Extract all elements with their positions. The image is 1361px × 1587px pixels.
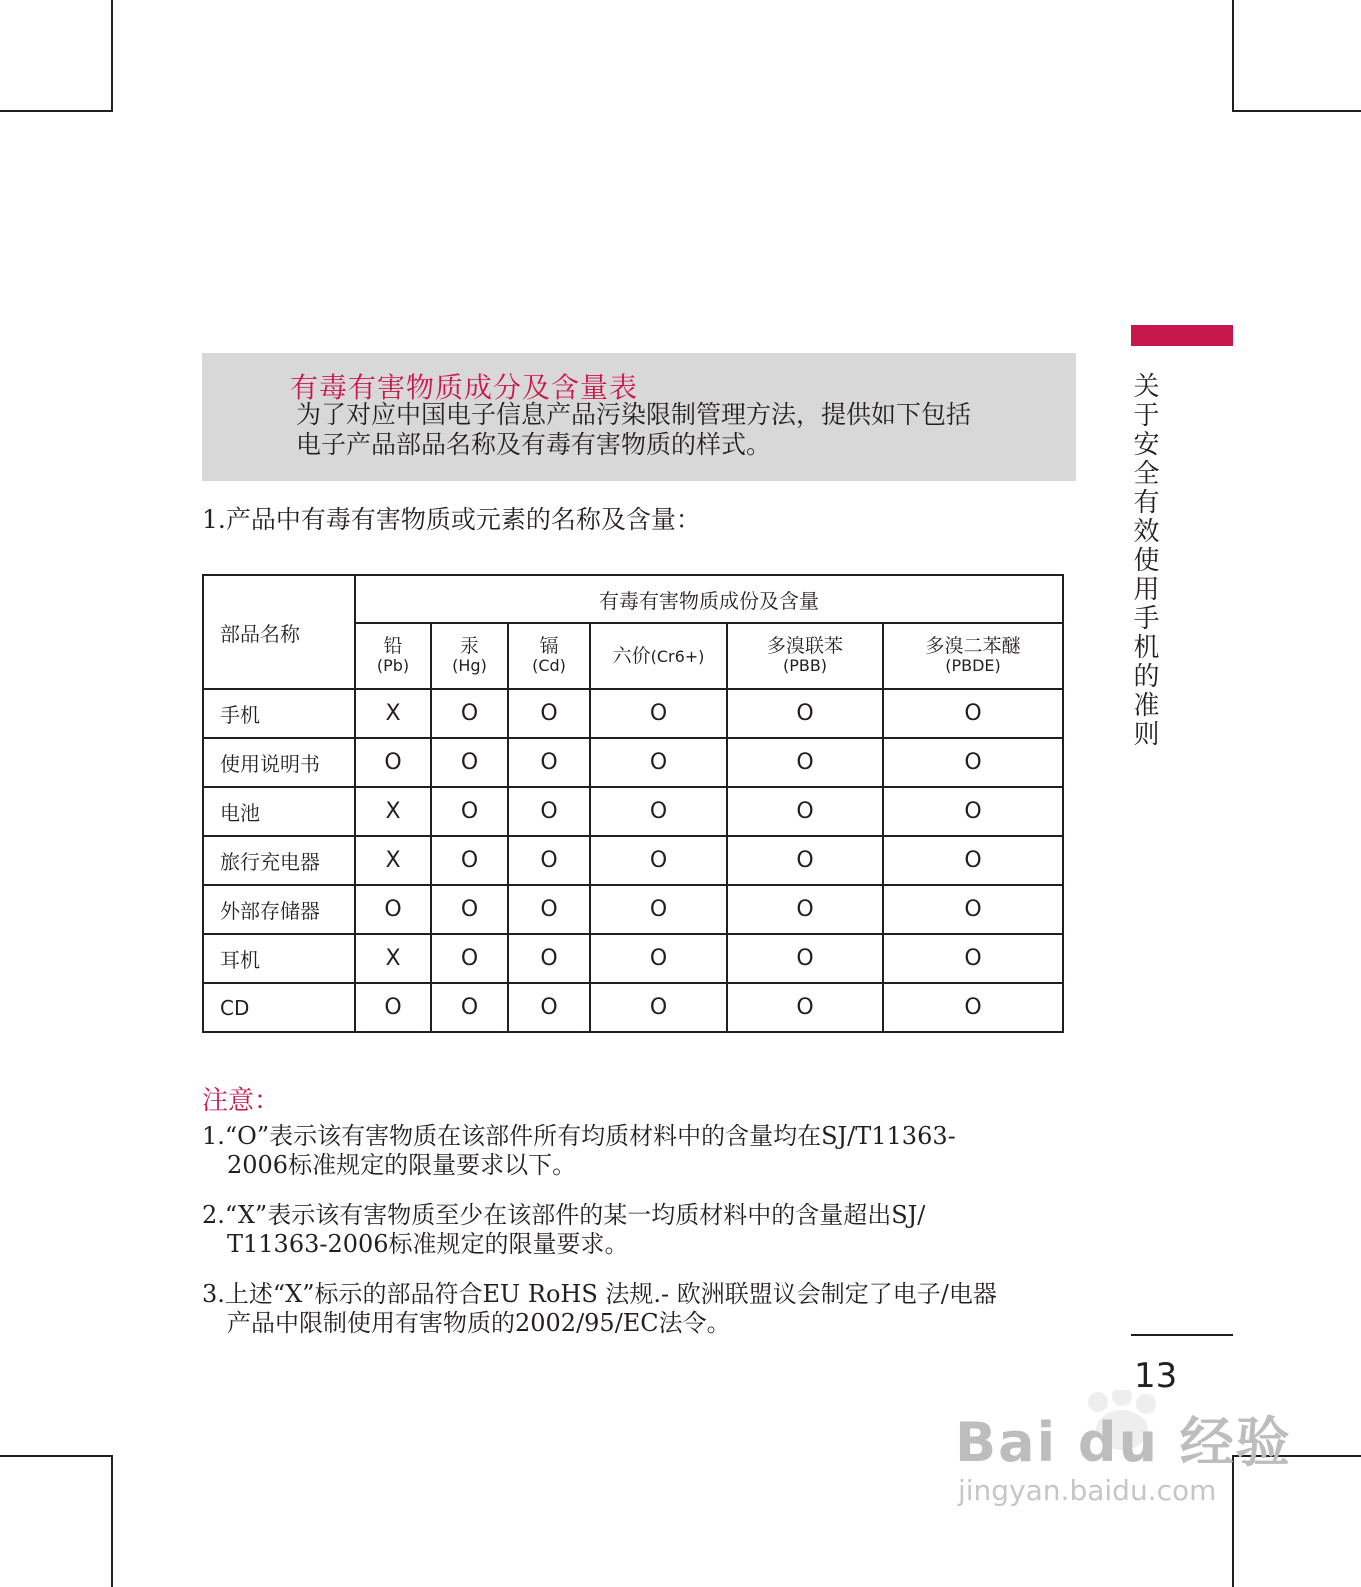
table-row (203, 836, 1063, 885)
mark-cell: O (883, 885, 1063, 934)
mark-cell: O (431, 885, 508, 934)
note-line: 1.“O”表示该有害物质在该部件所有均质材料中的含量均在SJ/T11363- (202, 1122, 956, 1150)
substance-symbol: (Cr6+) (650, 646, 705, 666)
substance-header-cadmium (508, 623, 590, 689)
mark-cell: O (355, 885, 431, 934)
note-item (202, 1201, 1082, 1259)
page-number: 13 (1134, 1356, 1178, 1396)
mark-cell: O (355, 738, 431, 787)
mark-cell: O (508, 983, 590, 1032)
watermark-url: jingyan.baidu.com (958, 1474, 1217, 1507)
mark-cell: O (508, 738, 590, 787)
mark-cell: O (508, 836, 590, 885)
note-item (202, 1122, 1082, 1180)
mark-cell: O (727, 885, 883, 934)
mark-cell: O (590, 738, 727, 787)
part-name-header: 部品名称 (203, 575, 355, 689)
crop-mark (1232, 0, 1234, 112)
mark-cell: O (508, 787, 590, 836)
mark-cell: X (355, 689, 431, 738)
mark-cell: X (355, 836, 431, 885)
mark-cell: O (355, 983, 431, 1032)
crop-mark (111, 1455, 113, 1587)
substance-header-mercury (431, 623, 508, 689)
substance-symbol: (PBDE) (945, 656, 1001, 675)
crop-mark (0, 1455, 112, 1457)
mark-cell: O (883, 689, 1063, 738)
section-heading: 1.产品中有毒有害物质或元素的名称及含量： (202, 505, 701, 534)
mark-cell: O (727, 787, 883, 836)
mark-cell: O (508, 885, 590, 934)
note-line: 产品中限制使用有害物质的2002/95/EC法令。 (227, 1309, 731, 1337)
mark-cell: O (431, 983, 508, 1032)
mark-cell: O (590, 836, 727, 885)
crop-mark (1232, 110, 1361, 112)
table-row (203, 689, 1063, 738)
substance-header-pbb (727, 623, 883, 689)
mark-cell: O (431, 836, 508, 885)
crop-mark (0, 110, 112, 112)
crop-mark (111, 0, 113, 112)
substance-symbol: (PBB) (782, 656, 828, 675)
mark-cell: O (431, 689, 508, 738)
intro-text-line: 为了对应中国电子信息产品污染限制管理方法，提供如下包括 (296, 400, 972, 429)
substance-table (202, 574, 1064, 1033)
mark-cell: O (727, 836, 883, 885)
part-name-cell: 使用说明书 (203, 738, 355, 787)
mark-cell: O (727, 689, 883, 738)
part-name-cell: CD (203, 983, 355, 1032)
mark-cell: O (727, 738, 883, 787)
note-line: 2006标准规定的限量要求以下。 (227, 1151, 577, 1179)
mark-cell: O (590, 885, 727, 934)
substance-symbol: (Pb) (376, 656, 410, 675)
substance-name: 多溴联苯 (766, 635, 843, 657)
table-row (203, 983, 1063, 1032)
mark-cell: O (883, 934, 1063, 983)
note-line: 3.上述“X”标示的部品符合EU RoHS 法规.- 欧洲联盟议会制定了电子/电器 (202, 1280, 997, 1308)
mark-cell: O (508, 934, 590, 983)
part-name-cell: 电池 (203, 787, 355, 836)
mark-cell: O (590, 934, 727, 983)
substance-name: 铅 (383, 635, 403, 657)
substance-name: 镉 (539, 635, 559, 657)
mark-cell: O (508, 689, 590, 738)
intro-text (296, 400, 1036, 460)
sidebar-accent-bar (1131, 325, 1233, 346)
intro-title: 有毒有害物质成分及含量表 (290, 371, 639, 404)
substance-header-pbde (883, 623, 1063, 689)
mark-cell: X (355, 934, 431, 983)
substance-header-lead (355, 623, 431, 689)
footer-rule (1131, 1334, 1233, 1336)
mark-cell: O (431, 738, 508, 787)
mark-cell: O (590, 787, 727, 836)
note-line: T11363-2006标准规定的限量要求。 (227, 1230, 629, 1258)
substance-name: 多溴二苯醚 (925, 635, 1021, 657)
mark-cell: O (431, 934, 508, 983)
substance-header-chromium (590, 623, 727, 689)
note-line: 2.“X”表示该有害物质至少在该部件的某一均质材料中的含量超出SJ/ (202, 1201, 926, 1229)
mark-cell: O (883, 787, 1063, 836)
substance-symbol: (Cd) (532, 656, 566, 675)
mark-cell: X (355, 787, 431, 836)
part-name-cell: 外部存储器 (203, 885, 355, 934)
mark-cell: O (590, 689, 727, 738)
mark-cell: O (883, 983, 1063, 1032)
table-row (203, 885, 1063, 934)
intro-text-line: 电子产品部品名称及有毒有害物质的样式。 (296, 430, 772, 459)
notes-title: 注意： (202, 1086, 281, 1116)
table-row (203, 787, 1063, 836)
sidebar-vertical-title: 关于安全有效使用手机的准则 (1129, 372, 1159, 749)
substance-name: 汞 (459, 635, 479, 657)
watermark-brand: Bai du 经验 (955, 1411, 1292, 1474)
substance-name: 六价 (612, 644, 651, 667)
mark-cell: O (883, 738, 1063, 787)
table-row (203, 934, 1063, 983)
mark-cell: O (883, 836, 1063, 885)
part-name-cell: 旅行充电器 (203, 836, 355, 885)
mark-cell: O (727, 934, 883, 983)
mark-cell: O (431, 787, 508, 836)
mark-cell: O (727, 983, 883, 1032)
substance-symbol: (Hg) (452, 656, 487, 675)
part-name-cell: 耳机 (203, 934, 355, 983)
note-item (202, 1280, 1082, 1338)
part-name-cell: 手机 (203, 689, 355, 738)
table-row (203, 738, 1063, 787)
mark-cell: O (590, 983, 727, 1032)
substance-group-header: 有毒有害物质成份及含量 (355, 575, 1063, 623)
